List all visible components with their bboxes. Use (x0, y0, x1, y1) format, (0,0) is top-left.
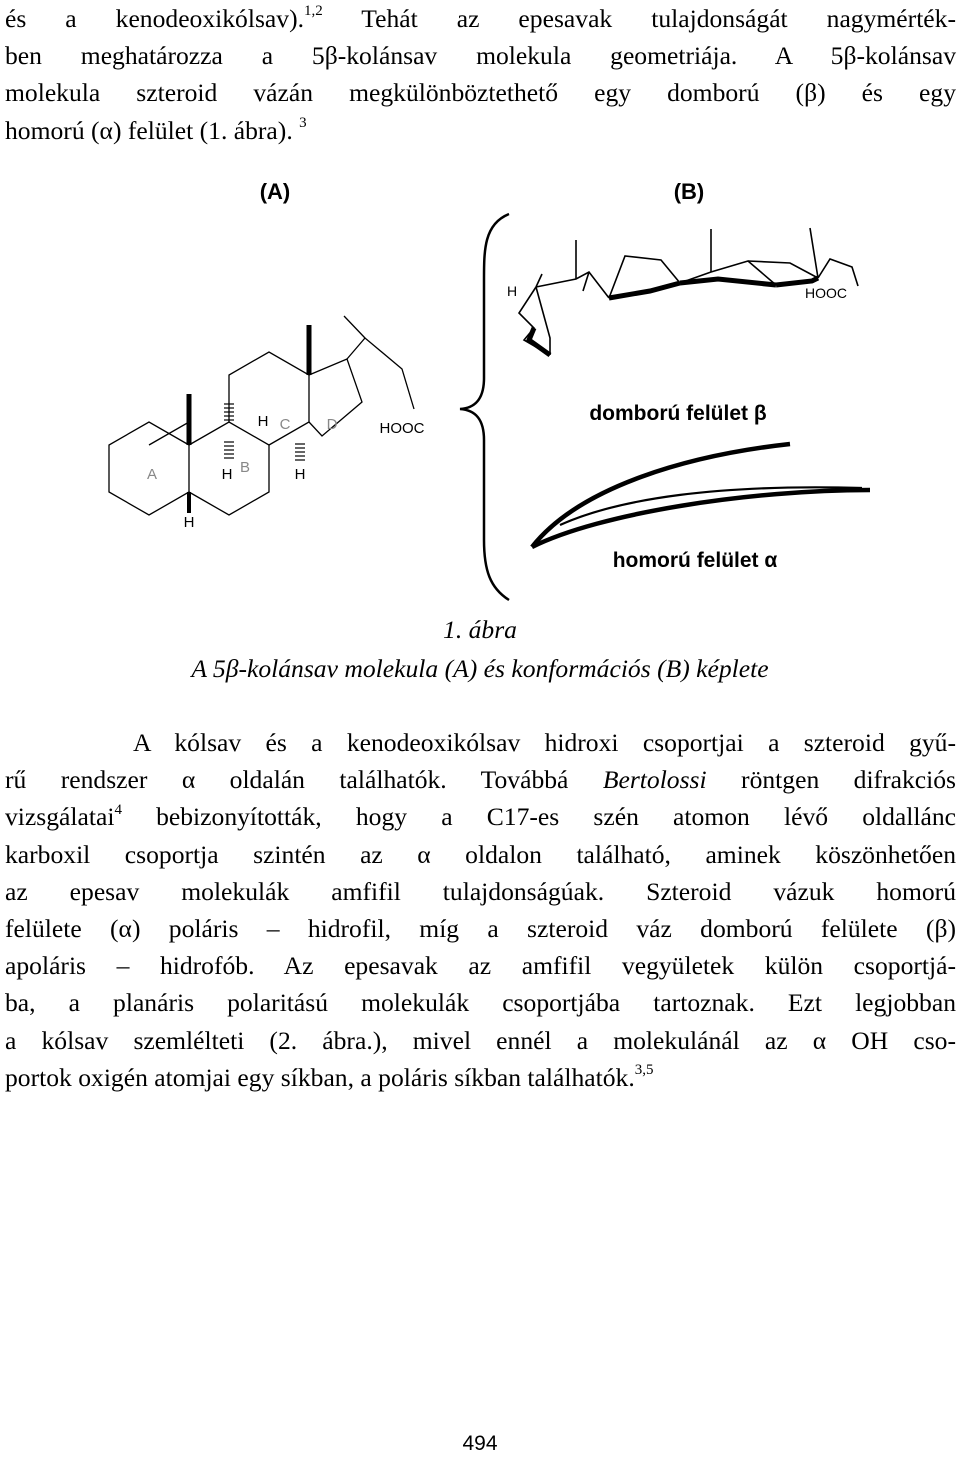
curly-brace (460, 214, 509, 600)
page-number: 494 (462, 1432, 498, 1455)
body-paragraph (5, 724, 956, 1096)
intro-line-3: molekula szteroid vázán megkülönböztethető egy domború (β) és egy (5, 78, 956, 108)
figure-caption-text: A 5β-kolánsav molekula (A) és konformációs (B) képlete (191, 654, 769, 683)
body-line-10: portok oxigén atomjai egy síkban, a poláris síkban találhatók.$^{3,5}$ (5, 1062, 654, 1092)
intro-line-1: és a kenodeoxikólsav).$^{1,2}$ Tehát az epesavak tulajdonságát nagymérték- (5, 3, 956, 33)
body-line-8: ba, a planáris polaritású molekulák csoportjába tartoznak. Ezt legjobban (5, 988, 956, 1018)
citation-4: 4 (114, 801, 122, 818)
body-line-9: a kólsav szemlélteti (2. ábra.), mivel ennél a molekulánál az α OH cso- (5, 1025, 956, 1055)
hooc-label-a: HOOC (379, 420, 425, 437)
ring-label-c: C (279, 416, 291, 433)
citation-3-5: 3,5 (634, 1062, 654, 1079)
ring-label-b: B (239, 459, 251, 476)
panel-label-b: (B) (673, 179, 705, 204)
figure-1 (0, 168, 960, 618)
body-line-7: apoláris – hidrofób. Az epesavak az amfifil vegyületek külön csoportjá- (5, 951, 956, 981)
intro-line-4: homorú (α) felület (1. ábra). $^3$ (5, 115, 307, 145)
figure-caption-number: 1. ábra (443, 615, 517, 644)
citation-1-2: 1,2 (304, 3, 323, 20)
h-label-b: H (506, 283, 518, 299)
body-line-5: az epesav molekulák amfifil tulajdonságúak. Szteroid vázuk homorú (5, 876, 956, 906)
ring-label-a: A (146, 466, 158, 483)
convex-curve-lower (532, 490, 870, 547)
body-line-6: felülete (α) poláris – hidrofil, míg a szteroid váz domború felülete (β) (5, 914, 956, 944)
body-line-1: A kólsav és a kenodeoxikólsav hidroxi csoportjai a szteroid gyű- (133, 728, 956, 757)
h-label-c5: H (183, 514, 195, 531)
intro-paragraph (5, 0, 956, 149)
ring-label-d: D (326, 416, 338, 433)
panel-label-a: (A) (259, 179, 291, 204)
h-label-c14: H (294, 466, 306, 483)
intro-line-2: ben meghatározza a 5β-kolánsav molekula geometriája. A 5β-kolánsav (5, 41, 956, 71)
h-label-c9: H (221, 466, 233, 483)
citation-3: 3 (299, 115, 307, 132)
body-line-2: rű rendszer α oldalán találhatók. Továbbá Bertolossi röntgen difrakciós (5, 765, 956, 795)
body-line-3: vizsgálatai$^4$ bebizonyították, hogy a C17-es szén atomon lévő oldallánc (5, 801, 956, 832)
concave-surface-label: homorú felület α (612, 549, 778, 572)
convex-surface-label: domború felület β (589, 402, 767, 425)
hooc-label-b: HOOC (805, 285, 847, 301)
author-name: Bertolossi (602, 765, 707, 795)
body-line-4: karboxil csoportja szintén az α oldalon található, aminek köszönhetően (5, 839, 956, 869)
h-label-c8: H (257, 413, 269, 430)
